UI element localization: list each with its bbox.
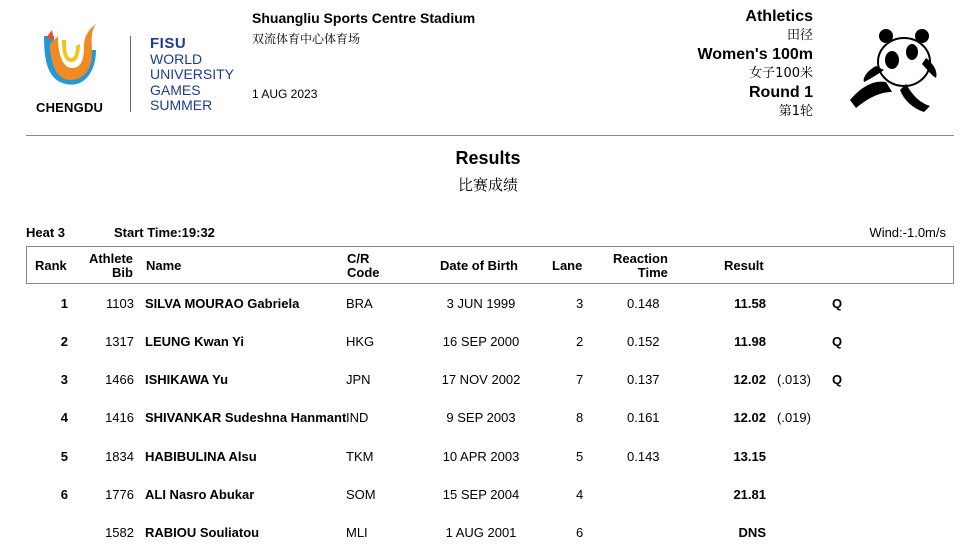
fisu-wordmark	[150, 36, 234, 114]
results-title-cn: 比赛成绩	[457, 176, 518, 194]
fisu-label: FISU	[150, 35, 187, 52]
cell-lane: 6	[576, 525, 584, 540]
table-row	[26, 487, 954, 507]
col-rank: Rank	[35, 258, 67, 273]
cell-rank: 1	[60, 296, 68, 311]
fisu-line-3: GAMES	[150, 81, 201, 98]
cell-lane: 7	[576, 372, 584, 387]
cell-reaction: 0.137	[627, 372, 660, 387]
table-row	[26, 372, 954, 392]
cell-result: 12.02	[733, 410, 766, 425]
col-lane: Lane	[552, 258, 583, 273]
cell-dob: 16 SEP 2000	[442, 334, 520, 349]
chengdu-emblem-icon	[36, 22, 106, 94]
results-title: Results	[455, 148, 521, 168]
cell-rank: 6	[60, 487, 68, 502]
cell-qualification: Q	[832, 372, 843, 387]
cell-name: SHIVANKAR Sudeshna Hanmant	[145, 410, 347, 425]
col-code-line-2: Code	[347, 265, 380, 280]
col-bib-line-2: Bib	[112, 265, 133, 280]
col-code	[347, 252, 380, 280]
cell-name: ISHIKAWA Yu	[145, 372, 229, 387]
cell-result: 11.58	[734, 296, 766, 311]
cell-bib: 1416	[105, 410, 134, 425]
table-row	[26, 525, 954, 545]
cell-rank: 2	[60, 334, 68, 349]
cell-qualification: Q	[832, 296, 843, 311]
competition-date: 1 AUG 2023	[252, 87, 318, 101]
round-name-cn: 第1轮	[778, 104, 813, 119]
fisu-line-2: UNIVERSITY	[150, 66, 235, 83]
cell-lane: 2	[576, 334, 584, 349]
cell-dob: 1 AUG 2001	[445, 525, 517, 540]
event-name: Women's 100m	[697, 46, 813, 63]
chengdu-fisu-logo	[36, 22, 236, 117]
cell-dob: 9 SEP 2003	[446, 410, 516, 425]
cell-name: HABIBULINA Alsu	[145, 449, 257, 464]
cell-code: IND	[346, 410, 369, 425]
chengdu-label: CHENGDU	[36, 100, 104, 115]
cell-bib: 1317	[105, 334, 134, 349]
sport-name-cn: 田径	[786, 28, 813, 43]
cell-qualification: Q	[832, 334, 843, 349]
cell-code: BRA	[346, 296, 373, 311]
cell-result: 12.02	[733, 372, 766, 387]
col-reaction-line-2: Time	[637, 265, 668, 280]
cell-code: TKM	[346, 449, 374, 464]
cell-dob: 15 SEP 2004	[442, 487, 520, 502]
cell-rank: 4	[60, 410, 68, 425]
cell-lane: 5	[576, 449, 584, 464]
cell-result: 21.81	[733, 487, 766, 502]
header-divider	[26, 135, 954, 136]
wind-reading: Wind:-1.0m/s	[869, 225, 946, 240]
cell-tiebreak: (.019)	[777, 410, 811, 425]
sport-name: Athletics	[745, 8, 813, 25]
table-row	[26, 449, 954, 469]
cell-reaction: 0.152	[627, 334, 660, 349]
cell-dob: 3 JUN 1999	[446, 296, 516, 311]
cell-reaction: 0.148	[627, 296, 660, 311]
col-bib-line-1: Athlete	[88, 251, 133, 266]
cell-reaction: 0.143	[627, 449, 660, 464]
table-row	[26, 410, 954, 430]
cell-code: JPN	[346, 372, 371, 387]
cell-lane: 3	[576, 296, 584, 311]
col-reaction-line-1: Reaction	[613, 251, 668, 266]
col-dob: Date of Birth	[440, 258, 518, 273]
cell-dob: 10 APR 2003	[442, 449, 520, 464]
table-header	[26, 246, 954, 284]
cell-name: SILVA MOURAO Gabriela	[145, 296, 300, 311]
col-code-line-1: C/R	[347, 251, 370, 266]
cell-name: ALI Nasro Abukar	[145, 487, 255, 502]
col-result: Result	[724, 258, 764, 273]
event-name-cn: 女子100米	[749, 66, 813, 81]
venue-name-cn: 双流体育中心体育场	[252, 32, 361, 46]
cell-reaction: 0.161	[627, 410, 660, 425]
table-row	[26, 334, 954, 354]
logo-divider	[130, 36, 131, 112]
cell-dob: 17 NOV 2002	[441, 372, 521, 387]
venue-name: Shuangliu Sports Centre Stadium	[252, 10, 476, 26]
cell-lane: 4	[576, 487, 584, 502]
cell-bib: 1582	[105, 525, 134, 540]
cell-lane: 8	[576, 410, 584, 425]
round-name: Round 1	[749, 84, 813, 101]
cell-name: LEUNG Kwan Yi	[145, 334, 244, 349]
cell-rank: 3	[60, 372, 68, 387]
cell-code: SOM	[346, 487, 376, 502]
cell-name: RABIOU Souliatou	[145, 525, 260, 540]
cell-result: 11.98	[734, 334, 766, 349]
col-bib	[89, 252, 133, 280]
fisu-line-4: SUMMER	[150, 97, 213, 114]
cell-tiebreak: (.013)	[777, 372, 811, 387]
fisu-line-1: WORLD	[150, 50, 203, 67]
cell-code: MLI	[346, 525, 368, 540]
heat-label: Heat 3	[26, 225, 66, 240]
cell-code: HKG	[346, 334, 375, 349]
cell-rank: 5	[60, 449, 68, 464]
col-reaction	[613, 252, 668, 280]
table-row	[26, 296, 954, 316]
cell-bib: 1834	[105, 449, 134, 464]
event-info	[697, 8, 813, 121]
cell-result: 13.15	[733, 449, 766, 464]
cell-bib: 1103	[106, 296, 134, 311]
col-name: Name	[146, 258, 182, 273]
cell-bib: 1466	[105, 372, 134, 387]
start-time: Start Time:19:32	[114, 225, 215, 240]
panda-mascot-icon	[846, 22, 942, 112]
cell-bib: 1776	[105, 487, 134, 502]
cell-result: DNS	[738, 525, 766, 540]
